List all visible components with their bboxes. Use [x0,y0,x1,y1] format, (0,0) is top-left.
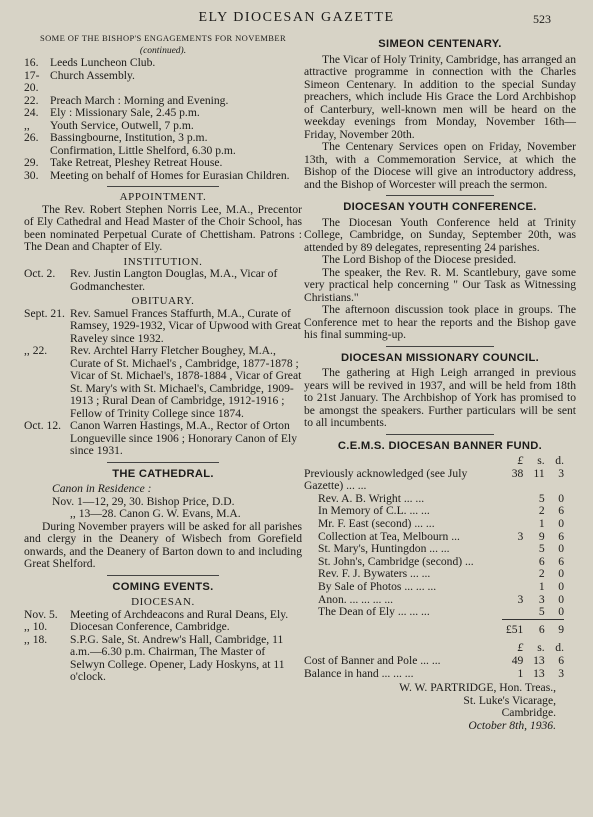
total-row [304,619,564,636]
list-item [24,170,302,183]
missionary-text: The gathering at High Leigh arranged in previous years will be revived in 1937, and will be held from 18th to 21st January. The Archbishop of York has promised to be amongst the speakers. Further particulars will be sent to all incumbents. [304,366,576,429]
shillings: 9 [538,529,545,543]
shillings: 13 [533,653,545,667]
row-label: Balance in hand ... ... ... [304,666,414,680]
table-header [304,636,564,655]
pounds [502,606,524,619]
table-row [304,581,564,594]
day: ,, [24,118,30,132]
total-shillings: 6 [523,619,544,636]
pounds [502,505,524,518]
pence-col: d. [555,454,564,467]
pounds-col: £ [517,641,524,655]
pounds: 3 [517,529,524,543]
fund-table [304,455,564,680]
event: Bassingbourne, Institution, 3 p.m. [50,131,208,144]
event: Leeds Luncheon Club. [50,56,156,69]
shillings: 1 [538,579,545,593]
total-pence: 9 [545,619,564,636]
youth-paragraph: The afternoon discussion took place in groups. The Conference met to hear the reports and the Bishop gave his final summing-up. [304,303,576,341]
simeon-paragraph: The Centenary Services open on Friday, November 13th, with a Commemoration Service, at which the Bishop of the Diocese will give an introductory address, and the Bishop of Worcester will preach the sermon. [304,140,576,191]
row-label: Rev. F. J. Bywaters ... ... [318,567,431,581]
signature-address: St. Luke's Vicarage, [463,693,556,707]
day: 26. [24,131,39,144]
list-item [24,107,302,120]
institution-heading: INSTITUTION. [123,255,203,268]
table-row [304,606,564,619]
entry-text: Rev. Justin Langton Douglas, M.A., Vicar of Godmanchester. [70,267,278,293]
entry-text: Canon Warren Hastings, M.A., Rector of Orton Longueville since 1906 ; Honorary Canon of Ely since 1931. [70,419,297,457]
divider [386,346,495,347]
row-label: By Sale of Photos ... ... ... [318,579,437,593]
cathedral-heading: THE CATHEDRAL. [112,467,214,480]
entry-text: Rev. Samuel Frances Staffurth, M.A., Curate of Ramsey, 1929-1932, Vicar of Upwood with Great Raveley since 1932. [70,306,301,345]
simeon-paragraph: The Vicar of Holy Trinity, Cambridge, has arranged an attractive programme in connection with the Charles Simeon Centenary. In addition to the special Sunday preachers, which include His Grace the Lord Archbishop of Canterbury, well-known men will be heard on the weekday evenings from Monday, November 16th— Friday, November 20th. [304,52,576,141]
obituary-heading: OBITUARY. [131,295,195,307]
engagements-continued: (continued). [139,45,187,56]
day: 29. [24,156,39,169]
date: ,, 22. [24,344,48,357]
pence: 3 [558,466,564,480]
pence: 6 [558,653,564,667]
event: Meeting of Archdeacons and Rural Deans, Ely. [70,607,289,621]
entry-text: Rev. Archtel Harry Fletcher Boughey, M.A., Curate of St. Michael's , Cambridge, 1877-1878 ; Vicar of St. Michael's, 1878-1884 , Vicar of Great St. Mary's with St. Michael's, Cambridge, 1909-1913 ; Rural Dean of Cambridge, 1912-1916 ; Fellow of Trinity College since 1874. [70,344,302,420]
day: 22. [24,93,39,107]
list-item [24,157,302,170]
divider [386,195,495,196]
shillings-col: s. [537,454,545,467]
row-label: Mr. F. East (second) ... ... [318,516,435,530]
date: Nov. 5. [24,607,58,621]
day: 16. [24,56,39,69]
event: Meeting on behalf of Homes for Eurasian Children. [50,168,290,182]
row-label: The Dean of Ely ... ... ... [318,605,430,619]
youth-paragraph: The Diocesan Youth Conference held at Trinity College, Cambridge, on Sunday, September 20th, was attended by 89 delegates, representing 24 parishes. [304,215,576,254]
residence-line: ,, 13—28. Canon G. W. Evans, M.A. [70,507,241,520]
row-label: Previously acknowledged (see July Gazette) ... ... [304,466,468,493]
divider [107,575,218,576]
day: 24. [24,106,39,119]
appointment-heading: APPOINTMENT. [119,191,207,203]
pence: 0 [558,605,564,619]
pence-col: d. [555,641,564,655]
pounds: 38 [511,466,524,480]
shillings: 1 [538,516,545,530]
table-row [304,543,564,556]
pence: 0 [558,542,564,556]
row-label: In Memory of C.L. ... ... [318,504,430,518]
pounds [502,556,524,569]
left-column [24,32,302,684]
pence: 0 [558,592,564,606]
event: Diocesan Conference, Cambridge. [70,620,230,633]
date: ,, 18. [24,632,48,646]
engagements-list [24,57,302,182]
signature-name: W. W. PARTRIDGE, Hon. Treas., [399,681,556,695]
row-label: Collection at Tea, Melbourn ... [318,529,460,543]
total-pounds: £51 [502,619,524,636]
appointment-text: The Rev. Robert Stephen Norris Lee, M.A., Precentor of Ely Cathedral and Head Master of the Choir School, has been nominated Perpetual Curate of Chettisham. Patrons : The Dean and Chapter of Ely. [24,202,302,253]
row-label: Cost of Banner and Pole ... ... [304,653,441,667]
obituary-entry [24,420,302,458]
signature-date: October 8th, 1936. [468,718,556,732]
divider [107,462,218,463]
row-label: St. John's, Cambridge (second) ... [318,554,474,568]
right-column [304,32,576,732]
missionary-heading: DIOCESAN MISSIONARY COUNCIL. [341,351,539,364]
pounds [502,581,524,594]
event: Preach March : Morning and Evening. [50,93,229,107]
date: ,, 10. [24,620,48,633]
engagements-heading: SOME OF THE BISHOP'S ENGAGEMENTS FOR NOVEMBER [39,33,287,43]
table-row [304,655,564,668]
shillings: 6 [538,554,545,568]
pounds: 49 [511,653,524,667]
events-sub: DIOCESAN. [131,596,195,608]
pence: 0 [558,516,564,530]
obituary-entry [24,308,302,346]
page-title: ELY DIOCESAN GAZETTE [198,10,395,25]
shillings: 11 [533,466,545,480]
pence: 3 [558,666,564,680]
simeon-heading: SIMEON CENTENARY. [378,38,502,50]
fund-heading: C.E.M.S. DIOCESAN BANNER FUND. [337,439,543,452]
date: Oct. 2. [24,267,56,280]
list-item [24,57,302,70]
pence: 0 [558,579,564,593]
cathedral-text: During November prayers will be asked for all parishes and clergy in the Deanery of Wisbech from Gorefield onwards, and the Deanery of Barton down to and including Great Shelford. [24,519,302,570]
pence: 6 [558,504,564,518]
table-header [304,455,564,468]
pence: 6 [558,554,564,568]
shillings: 2 [538,567,545,581]
youth-paragraph: The speaker, the Rev. R. M. Scantlebury, gave some very practical help concerning " Our Task as Witnessing Christians." [304,265,576,304]
table-row [304,468,564,493]
shillings: 5 [538,605,545,619]
list-item [24,70,302,95]
obituary-entry [24,345,302,420]
table-row [304,518,564,531]
event: Take Retreat, Pleshey Retreat House. [50,156,223,169]
row-label: Anon. ... ... ... ... [318,592,394,606]
residence-line: Nov. 1—12, 29, 30. Bishop Price, D.D. [52,494,235,508]
youth-paragraph: The Lord Bishop of the Diocese presided. [322,253,517,266]
pence: 6 [558,529,564,543]
divider [107,186,218,187]
day: 30. [24,168,39,182]
day: 17-20. [24,68,40,94]
list-item [24,634,302,684]
date: Oct. 12. [24,419,62,432]
events-heading: COMING EVENTS. [112,580,214,593]
date: Sept. 21. [24,306,65,320]
list-item [24,132,302,145]
pounds-col: £ [517,454,524,467]
shillings: 2 [538,504,545,518]
divider [386,434,495,435]
event: S.P.G. Sale, St. Andrew's Hall, Cambridge, 11 a.m.—6.30 p.m. Chairman, The Master of Selwyn College. Opener, Lady Hoskyns, at 11 o'clock. [70,632,285,683]
page-number: 523 [533,12,551,26]
pounds: 3 [517,592,524,606]
institution-entry [24,268,302,293]
signature-town: Cambridge. [501,706,556,720]
pounds [502,493,524,506]
cathedral-sub: Canon in Residence : [52,482,152,495]
event: Ely : Missionary Sale, 2.45 p.m. [50,106,200,119]
shillings-col: s. [537,641,545,655]
pence: 0 [558,567,564,581]
event: Youth Service, Outwell, 7 p.m. [50,118,194,132]
pounds: 1 [517,666,524,680]
event: Church Assembly. [50,68,135,82]
shillings: 3 [538,592,545,606]
event: Confirmation, Little Shelford, 6.30 p.m. [50,143,236,157]
pounds [502,568,524,581]
pounds [502,518,524,531]
shillings: 13 [533,666,545,680]
pence: 0 [558,491,564,505]
youth-heading: DIOCESAN YOUTH CONFERENCE. [343,201,537,213]
row-label: Rev. A. B. Wright ... ... [318,491,425,505]
pounds [502,543,524,556]
list-item [24,621,302,634]
shillings: 5 [538,491,545,505]
shillings: 5 [538,542,545,556]
row-label: St. Mary's, Huntingdon ... ... [318,542,450,556]
table-row [304,668,564,681]
